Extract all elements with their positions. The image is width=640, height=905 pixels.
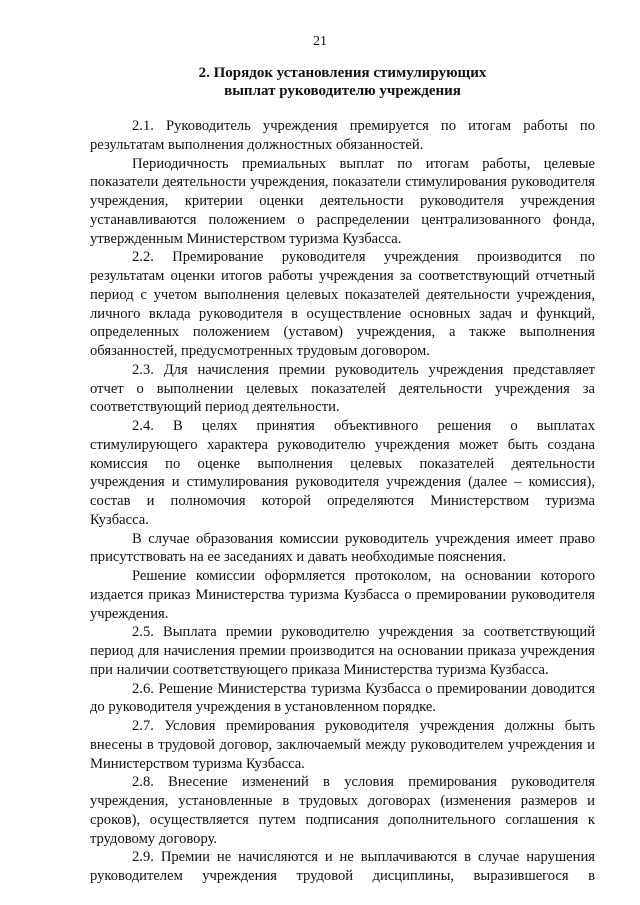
- paragraph-2-4-line: состав и полномочия которой определяются Министерством туризма: [90, 493, 595, 509]
- page-number: 21: [313, 34, 327, 49]
- paragraph-2-9: [90, 848, 595, 886]
- paragraph-2-8: 2.8. Внесение изменений в условия премирования руководителя учреждения, установленные в трудовых договорах (изменения размеров и сроков), осуществляется путем подписания дополнительного соглашения к трудовому договору.: [90, 774, 595, 847]
- paragraph-2-4-line: учреждения и стимулирования руководителя учреждения (далее – комиссия),: [90, 474, 595, 491]
- paragraph-2-9-line: 2.9. Премии не начисляются и не выплачиваются в случае нарушения: [132, 849, 595, 866]
- paragraph-2-6: 2.6. Решение Министерства туризма Кузбасса о премировании доводится до руководителя учреждения в установленном порядке.: [90, 680, 595, 716]
- paragraph-2-1: 2.1. Руководитель учреждения премируется по итогам работы по результатам выполнения должностных обязанностей.: [90, 118, 595, 153]
- paragraph-commission-decision: Решение комиссии оформляется протоколом, на основании которого издается приказ Министерства туризма Кузбасса о премировании руководителя учреждения.: [90, 568, 595, 622]
- paragraph-2-4-line: комиссия по оценке выполнения целевых показателей деятельности: [90, 455, 595, 472]
- document-body: [90, 117, 595, 886]
- section-heading-line-1: 2. Порядок установления стимулирующих: [198, 65, 487, 81]
- paragraph-2-4-line: Кузбасса.: [90, 511, 149, 528]
- paragraph-periodicity: Периодичность премиальных выплат по итогам работы, целевые показатели деятельности учреждения, показатели стимулирования руководителя учреждения, критерии оценки деятельности руководителя учреждения устанавливаются положением о распределении централизованного фонда, утвержденным Министерством туризма Кузбасса.: [90, 155, 595, 247]
- section-heading-line-2: выплат руководителю учреждения: [224, 83, 461, 99]
- paragraph-2-7: 2.7. Условия премирования руководителя учреждения должны быть внесены в трудовой договор, заключаемый между руководителем учреждения и Министерством туризма Кузбасса.: [90, 718, 595, 772]
- paragraph-2-9-line: руководителем учреждения трудовой дисциплины, выразившегося в: [90, 868, 595, 884]
- paragraph-2-4-line: стимулирующего характера руководителю учреждения может быть создана: [90, 436, 595, 453]
- paragraph-2-2: 2.2. Премирование руководителя учреждения производится по результатам оценки итогов работы учреждения за соответствующий отчетный период с учетом выполнения целевых показателей деятельности учреждения, личного вклада руководителя в осуществление основных задач и функций, определенных положением (уставом) учреждения, а также выполнения обязанностей, предусмотренных трудовым договором.: [90, 249, 595, 359]
- paragraph-2-5: 2.5. Выплата премии руководителю учреждения за соответствующий период для начисления премии производится на основании приказа учреждения при наличии соответствующего приказа Министерства туризма Кузбасса.: [90, 624, 595, 678]
- paragraph-2-3: 2.3. Для начисления премии руководитель учреждения представляет отчет о выполнении целевых показателей деятельности учреждения за соответствующий период деятельности.: [90, 361, 595, 416]
- section-heading: [90, 64, 595, 100]
- paragraph-commission-line: присутствовать на ее заседаниях и давать необходимые пояснения.: [90, 549, 506, 566]
- paragraph-commission-rights: [90, 530, 595, 568]
- paragraph-2-4-line: 2.4. В целях принятия объективного решения о выплатах: [132, 418, 595, 434]
- paragraph-2-4: [90, 417, 595, 530]
- paragraph-commission-line: В случае образования комиссии руководитель учреждения имеет право: [132, 530, 595, 547]
